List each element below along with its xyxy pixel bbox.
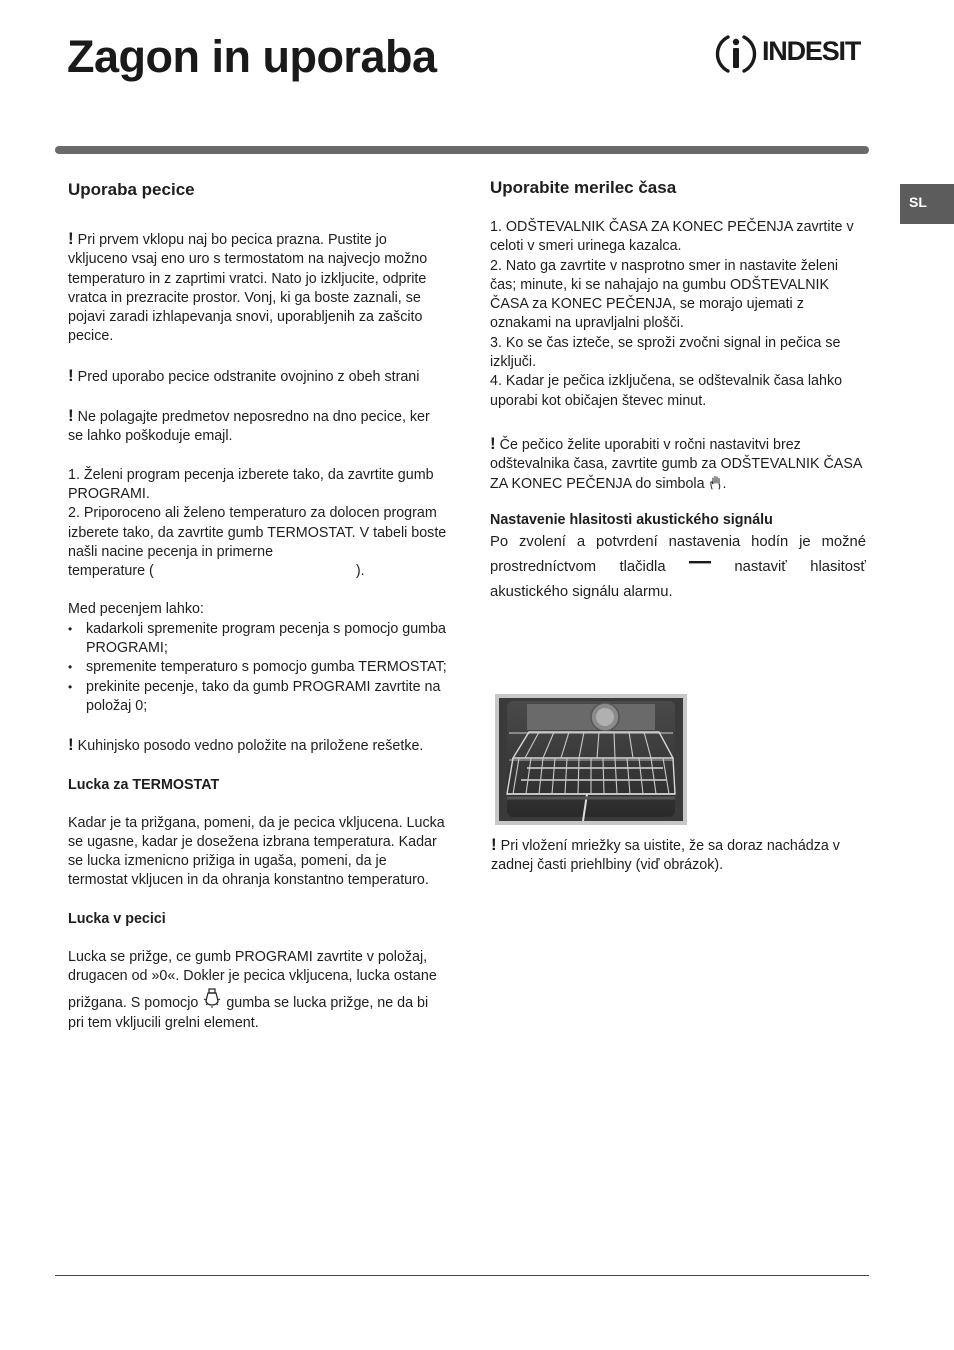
warning-cookware: ! Kuhinjsko posodo vedno položite na priložene rešetke. bbox=[68, 735, 424, 755]
timer-step: 1. ODŠTEVALNIK ČASA ZA KONEC PEČENJA zavrtite v celoti v smeri urinega kazalca. bbox=[490, 219, 854, 255]
thermostat-lamp-heading: Lucka za TERMOSTAT bbox=[68, 776, 220, 793]
warning-manual-mode: ! Če pečico želite uporabiti v ročni nastavitvi brez odštevalnika časa, zavrtite gumb za ODŠTEVALNIK ČASA ZA KONEC PEČENJA do simbola . bbox=[490, 433, 862, 492]
indesit-logo bbox=[714, 32, 872, 76]
during-cooking-intro: Med pecenjem lahko: bbox=[68, 601, 204, 618]
exclamation-icon: ! bbox=[68, 229, 74, 248]
exclamation-icon: ! bbox=[490, 433, 496, 453]
timer-step: 2. Nato ga zavrtite v nasprotno smer in nastavite želeni čas; minute, ki se nahajajo na gumbu ODŠTEVALNIK ČASA za KONEC PEČENJA, se morajo ujemati z oznakami na upravljalni plošči. bbox=[490, 257, 839, 332]
exclamation-icon: ! bbox=[491, 835, 497, 854]
warning-packaging: ! Pred uporabo pecice odstranite ovojnino z obeh strani bbox=[68, 365, 420, 385]
section-heading-oven-use: Uporaba pecice bbox=[68, 180, 195, 199]
oven-rack-illustration bbox=[499, 698, 683, 821]
brand-name: INDESIT bbox=[762, 36, 861, 66]
oven-lamp-icon bbox=[202, 987, 222, 1009]
step-program: 1. Želeni program pecenja izberete tako, da zavrtite gumb PROGRAMI. bbox=[68, 466, 434, 502]
list-item: • prekinite pecenje, tako da gumb PROGRAMI zavrtite na položaj 0; bbox=[68, 678, 448, 717]
indesit-i-mark-icon bbox=[714, 32, 758, 76]
minus-button-icon bbox=[689, 559, 711, 567]
timer-step: 4. Kadar je pečica izključena, se odštevalnik časa lahko uporabi kot običajen števec minut. bbox=[490, 373, 843, 409]
page-title: Zagon in uporaba bbox=[67, 31, 437, 82]
volume-text: Po zvolení a potvrdení nastavenia hodín je možné prostredníctvom tlačidla nastaviť hlasitosť akustického signálu alarmu. bbox=[490, 533, 866, 600]
oven-rack-photo bbox=[495, 694, 687, 825]
hand-icon bbox=[709, 475, 723, 490]
list-item: • spremenite temperaturo s pomocjo gumba TERMOSTAT; bbox=[68, 658, 448, 677]
oven-lamp-text: Lucka se prižge, ce gumb PROGRAMI zavrtite v položaj, drugacen od »0«. Dokler je pecica vkljucena, lucka ostane prižgana. S pomocjo gumba se lucka prižge, ne da bi pri tem vkljucili grelni element. bbox=[68, 948, 437, 1031]
oven-lamp-heading: Lucka v pecici bbox=[68, 910, 166, 927]
warning-enamel: ! Ne polagajte predmetov neposredno na dno pecice, ker se lahko poškoduje emajl. bbox=[68, 406, 430, 445]
section-heading-timer: Uporabite merilec časa bbox=[490, 178, 677, 197]
footer-rule bbox=[55, 1275, 869, 1276]
left-column bbox=[68, 179, 448, 1033]
exclamation-icon: ! bbox=[68, 365, 74, 385]
step-temperature: 2. Priporoceno ali želeno temperaturo za dolocen program izberete tako, da zavrtite gumb TERMOSTAT. V tabeli boste našli nacine pecenja in primerne bbox=[68, 505, 447, 560]
warning-rack: ! Pri vložení mriežky sa uistite, že sa doraz nachádza v zadnej časti priehlbiny (viď obrázok). bbox=[491, 835, 840, 874]
header-rule bbox=[55, 146, 869, 154]
volume-heading: Nastavenie hlasitosti akustického signálu bbox=[490, 511, 773, 528]
warning-first-use: ! Pri prvem vklopu naj bo pecica prazna. Pustite jo vkljuceno vsaj eno uro s termostatom na najvecjo možno temperaturo in z zaprtimi vratci. Nato jo izkljucite, odprite vratca in prezracite prostor. Vonj, ki ga boste zaznali, se pojavi zaradi izhlapevanja snovi, uporabljenih za zašcito pecice. bbox=[68, 229, 428, 345]
during-cooking-list bbox=[68, 620, 448, 716]
exclamation-icon: ! bbox=[68, 406, 74, 426]
exclamation-icon: ! bbox=[68, 735, 74, 755]
timer-step: 3. Ko se čas izteče, se sproži zvočni signal in pečica se izključi. bbox=[490, 334, 841, 371]
language-tab: SL bbox=[900, 184, 954, 224]
step-temperature-tail: temperature ( ). bbox=[68, 563, 365, 580]
thermostat-lamp-text: Kadar je ta prižgana, pomeni, da je pecica vkljucena. Lucka se ugasne, kadar je dosežena izbrana temperatura. Kadar se lucka izmenicno prižiga in ugaša, pomeni, da je termostat vkljucen in da ohranja konstantno temperaturo. bbox=[68, 814, 445, 889]
list-item: • kadarkoli spremenite program pecenja s pomocjo gumba PROGRAMI; bbox=[68, 620, 448, 659]
right-column bbox=[490, 177, 866, 605]
